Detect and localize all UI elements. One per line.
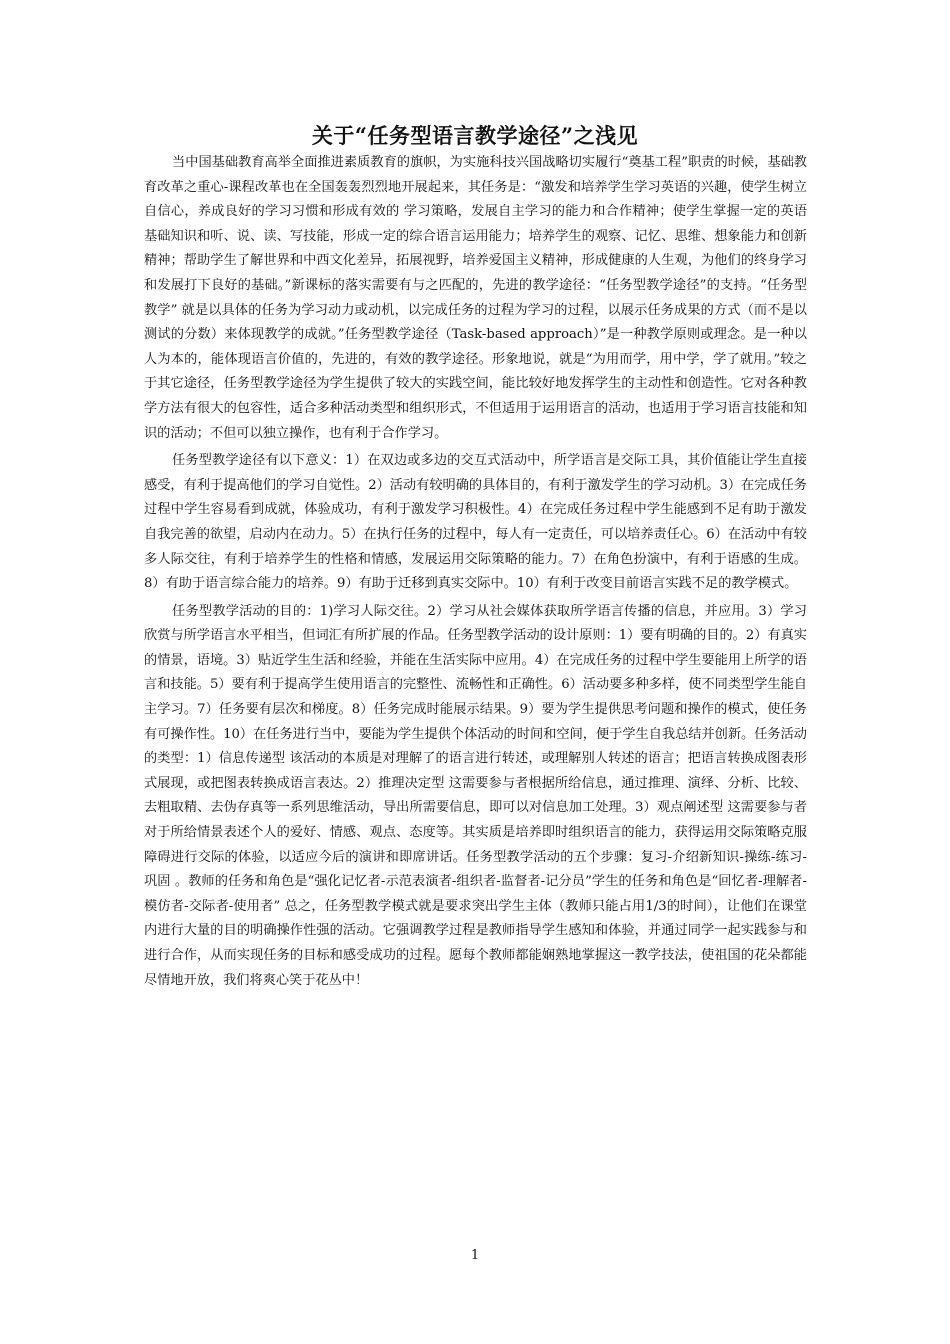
document-body [144,151,807,996]
paragraph-intro: 当中国基础教育高举全面推进素质教育的旗帜，为实施科技兴国战略切实履行“奠基工程”职责的时候，基础教育改革之重心-课程改革也在全国轰轰烈烈地开展起来，其任务是：“激发和培养学生学习英语的兴趣，使学生树立自信心，养成良好的学习习惯和形成有效的 学习策略，发展自主学习的能力和合作精神；使学生掌握一定的英语基础知识和听、说、读、写技能，形成一定的综合语言运用能力；培养学生的观察、记忆、思维、想象能力和创新精神；帮助学生了解世界和中西文化差异，拓展视野，培养爱国主义精神，形成健康的人生观，为他们的终身学习和发展打下良好的基础。”新课标的落实需要有与之匹配的，先进的教学途径：“任务型教学途径”的支持。“任务型教学” 就是以具体的任务为学习动力或动机，以完成任务的过程为学习的过程，以展示任务成果的方式（而不是以测试的分数）来体现教学的成就。”任务型教学途径（Task-based approach）”是一种教学原则或理念。是一种以人为本的，能体现语言价值的，先进的，有效的教学途径。形象地说，就是“为用而学，用中学，学了就用。”较之于其它途径，任务型教学途径为学生提供了较大的实践空间，能比较好地发挥学生的主动性和创造性。它对各种教学方法有很大的包容性，适合多种活动类型和组织形式，不但适用于运用语言的活动，也适用于学习语言技能和知识的活动；不但可以独立操作，也有利于合作学习。 [144,155,807,441]
paragraph-significance: 任务型教学途径有以下意义：1）在双边或多边的交互式活动中，所学语言是交际工具，其价值能让学生直接感受，有利于提高他们的学习自觉性。2）活动有较明确的具体目的，有利于激发学生的学习动机。3）在完成任务过程中学生容易看到成就，体验成功，有利于激发学习积极性。4）在完成任务过程中学生能感到不足有助于激发自我完善的欲望，启动内在动力。5）在执行任务的过程中，每人有一定责任，可以培养责任心。6）在活动中有较多人际交往，有利于培养学生的性格和情感，发展运用交际策略的能力。7）在角色扮演中，有利于语感的生成。8）有助于语言综合能力的培养。9）有助于迁移到真实交际中。10）有利于改变目前语言实践不足的教学模式。 [144,453,807,592]
document-title: 关于“任务型语言教学途径”之浅见 [311,123,639,148]
paragraph-activities: 任务型教学活动的目的：1)学习人际交往。2）学习从社会媒体获取所学语言传播的信息，并应用。3）学习欣赏与所学语言水平相当，但词汇有所扩展的作品。任务型教学活动的设计原则：1）要有明确的目的。2）有真实的情景，语境。3）贴近学生生活和经验，并能在生活实际中应用。4）在完成任务的过程中学生要能用上所学的语言和技能。5）要有利于提高学生使用语言的完整性、流畅性和正确性。6）活动要多种多样，使不同类型学生能自主学习。7）任务要有层次和梯度。8）任务完成时能展示结果。9）要为学生提供思考问题和操作的模式，使任务有可操作性。10）在任务进行当中，要能为学生提供个体活动的时间和空间，便于学生自我总结并创新。任务活动的类型：1）信息传递型 该活动的本质是对理解了的语言进行转述，或理解别人转述的语言；把语言转换成图表形式展现，或把图表转换成语言表达。2）推理决定型 这需要参与者根据所给信息，通过推理、演绎、分析、比较、去粗取精、去伪存真等一系列思维活动，导出所需要信息，即可以对信息加工处理。3）观点阐述型 这需要参与者对于所给情景表述个人的爱好、情感、观点、态度等。其实质是培养即时组织语言的能力，获得运用交际策略克服障碍进行交际的体验，以适应今后的演讲和即席讲话。任务型教学活动的五个步骤：复习-介绍新知识-操练-练习-巩固 。教师的任务和角色是“强化记忆者-示范表演者-组织者-监督者-记分员”学生的任务和角色是“回忆者-理解者-模仿者-交际者-使用者” 总之，任务型教学模式就是要求突出学生主体（教师只能占用1/3的时间），让他们在课堂内进行大量的目的明确操作性强的活动。它强调教学过程是教师指导学生感知和体验，并通过同学一起实践参与和进行合作，从而实现任务的目标和感受成功的过程。愿每个教师都能娴熟地掌握这一教学技法，使祖国的花朵都能尽情地开放，我们将爽心笑于花丛中！ [144,603,807,988]
page-number: 1 [470,1248,480,1263]
